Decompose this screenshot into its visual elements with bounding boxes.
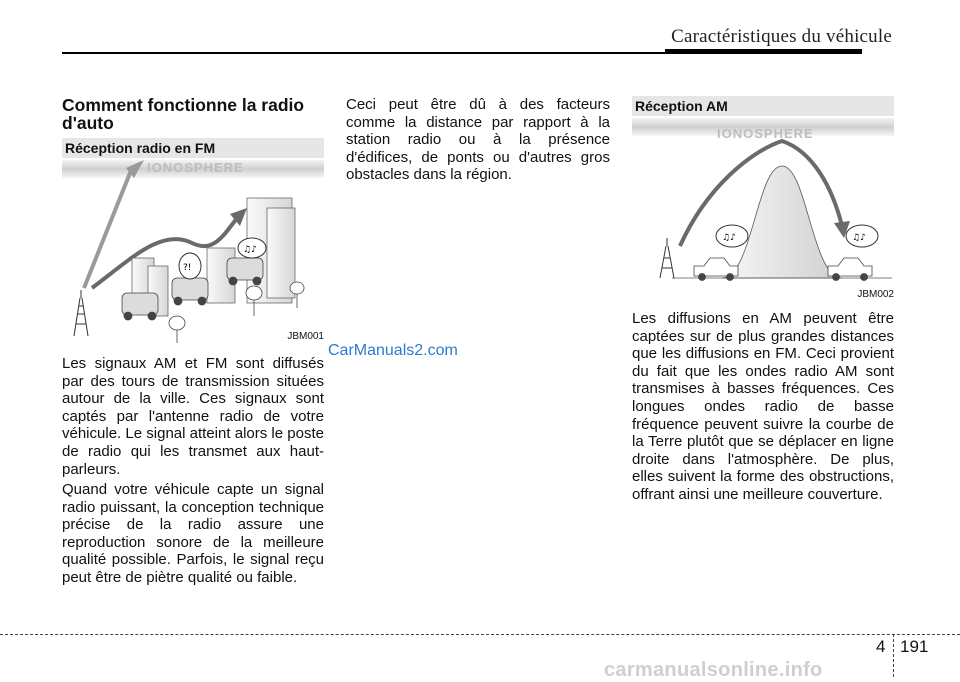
svg-text:♫♪: ♫♪ — [722, 233, 736, 243]
paragraph-strong-signal: Quand votre véhicule capte un signal radio puissant, la conception technique précise de la radio assure une reproduction sonore de la meilleure qualité possible. Parfois, le signal reçu peut être de piètre qualité ou faible. — [62, 481, 324, 586]
chapter-number: 4 — [876, 637, 886, 656]
running-header: Caractéristiques du véhicule — [671, 26, 892, 47]
paragraph-signals: Les signaux AM et FM sont diffusés par des tours de transmission situées autour de la ville. Ces signaux sont captés par l'antenne radio de votre véhicule. Le signal atteint alors le poste de radio qui les transmet aux haut-parleurs. — [62, 355, 324, 478]
footer-divider — [893, 634, 894, 677]
fm-figure-code: JBM001 — [287, 331, 324, 342]
am-ionosphere-label: IONOSPHERE — [717, 126, 814, 141]
paragraph-am-distance: Les diffusions en AM peuvent être captées sur de plus grandes distances que les diffusions en FM. Ceci provient du fait que les ondes radio AM sont transmises à basses fréquences. Ces longues ondes radio de basse fréquence peuvent suivre la courbe de la Terre plutôt que se déplacer en ligne droite dans l'atmosphère. De plus, elles suivent la forme des obstructions, offrant ainsi une meilleure couverture. — [632, 310, 894, 503]
watermark-link[interactable]: CarManuals2.com — [328, 342, 458, 359]
svg-text:?!: ?! — [183, 263, 192, 273]
am-reception-figure — [632, 96, 894, 302]
fm-ionosphere-label: IONOSPHERE — [147, 160, 244, 175]
site-watermark: carmanualsonline.info — [604, 659, 823, 681]
svg-text:♫♪: ♫♪ — [852, 233, 866, 243]
section-title: Comment fonctionne la radio d'auto — [62, 95, 305, 133]
svg-text:♫♪: ♫♪ — [243, 245, 257, 255]
fm-figure-label: Réception radio en FM — [65, 140, 216, 156]
header-rule-accent — [665, 49, 862, 54]
am-figure-code: JBM002 — [857, 289, 894, 300]
am-figure-label: Réception AM — [635, 98, 728, 114]
page-number: 191 — [900, 637, 929, 656]
fm-reception-figure — [62, 138, 324, 343]
paragraph-obstacles: Ceci peut être dû à des facteurs comme la distance par rapport à la station radio ou à la présence d'édifices, de ponts ou d'autres gros obstacles dans la région. — [346, 96, 610, 184]
footer-rule — [0, 634, 960, 635]
